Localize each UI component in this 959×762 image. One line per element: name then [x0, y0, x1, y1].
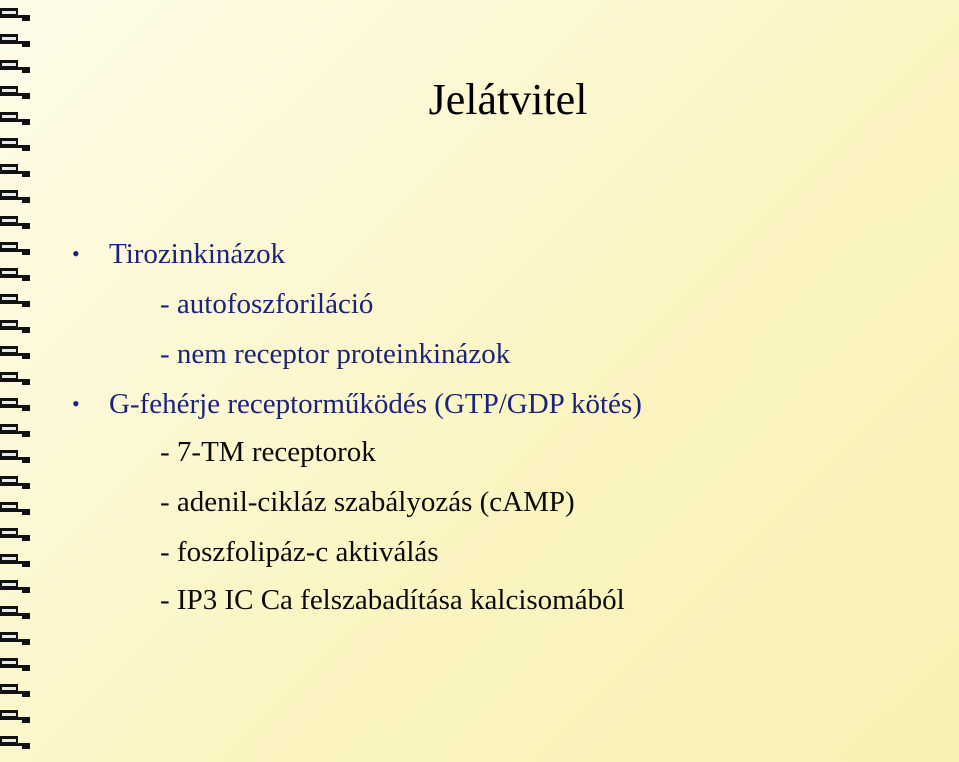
bullet-icon: • [72, 241, 80, 266]
sub-item-autofoszforilacio: - autofoszforiláció [160, 288, 374, 320]
sub-item-ip3: - IP3 IC Ca felszabadítása kalcisomából [160, 584, 625, 616]
sub-item-adenil-ciklaz: - adenil-cikláz szabályozás (cAMP) [160, 486, 575, 518]
sub-item-foszfolipaz: - foszfolipáz-c aktiválás [160, 536, 439, 568]
sub-item-7tm: - 7-TM receptorok [160, 436, 376, 468]
bullet-item-g-feherje: G-fehérje receptorműködés (GTP/GDP kötés) [109, 388, 642, 420]
sub-item-nem-receptor: - nem receptor proteinkinázok [160, 338, 511, 370]
slide-title: Jelátvitel [428, 75, 588, 124]
bullet-icon: • [72, 391, 80, 416]
bullet-item-tirozinkinazok: Tirozinkinázok [109, 238, 286, 270]
